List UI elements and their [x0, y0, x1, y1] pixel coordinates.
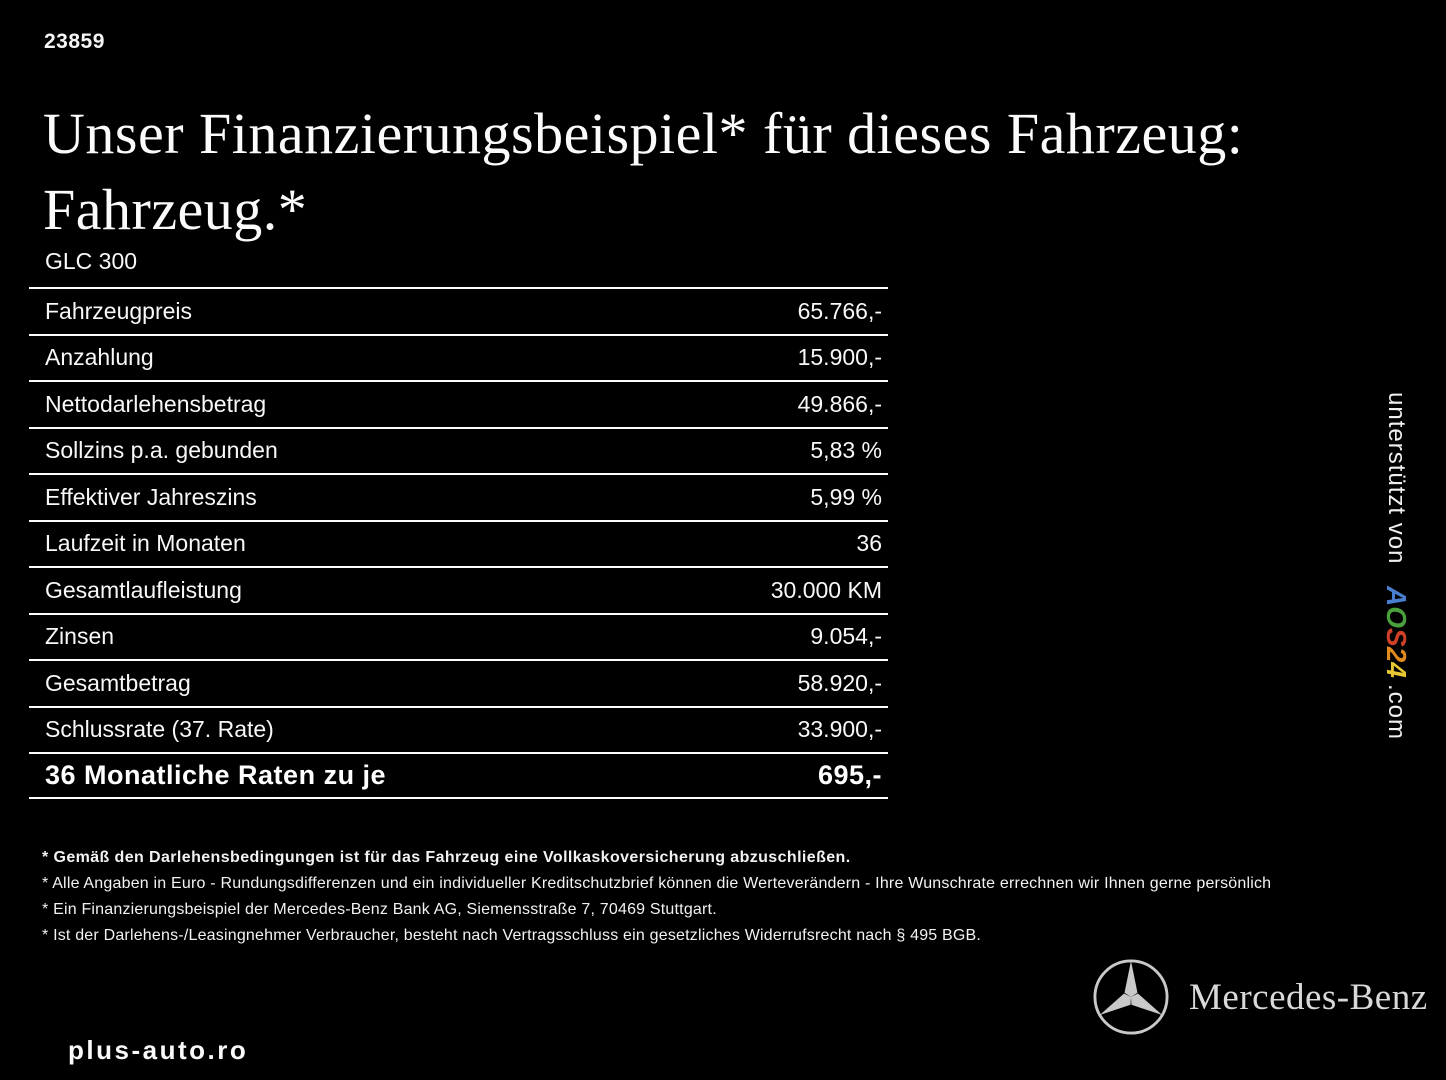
row-label: Laufzeit in Monaten — [45, 530, 246, 557]
dealer-website: plus-auto.ro — [68, 1035, 249, 1065]
table-row — [29, 520, 888, 567]
sponsor-letter-s: S — [1381, 628, 1412, 648]
row-label: Fahrzeugpreis — [45, 297, 193, 324]
table-row — [29, 706, 888, 753]
footnote-insurance: * Gemäß den Darlehensbedingungen ist für das Fahrzeug eine Vollkaskoversicherung abzuschließen. — [42, 849, 851, 866]
sponsor-brand-logo — [1381, 586, 1412, 678]
table-row — [29, 473, 888, 520]
row-value: 9.054,- — [810, 623, 882, 650]
footnote-bank: * Ein Finanzierungsbeispiel der Mercedes-Benz Bank AG, Siemensstraße 7, 70469 Stuttgart. — [42, 901, 717, 918]
row-label: Gesamtlaufleistung — [45, 576, 242, 603]
row-label: Anzahlung — [45, 344, 154, 371]
page-title — [43, 96, 1243, 248]
row-value: 36 — [856, 530, 882, 557]
page-title-line2: Fahrzeug.* — [43, 177, 308, 242]
sponsor-letter-4: 4 — [1381, 662, 1412, 679]
row-value: 65.766,- — [797, 297, 882, 324]
table-row — [29, 566, 888, 613]
row-label: Gesamtbetrag — [45, 669, 191, 696]
table-row-monthly-rate-total — [29, 752, 888, 799]
footnotes — [42, 845, 1402, 949]
financing-table — [29, 287, 888, 799]
row-value: 33.900,- — [797, 716, 882, 743]
table-row — [29, 380, 888, 427]
row-label: Schlussrate (37. Rate) — [45, 716, 274, 743]
footnote-widerrufsrecht: * Ist der Darlehens-/Leasingnehmer Verbraucher, besteht nach Vertragsschluss ein gesetzliches Widerrufsrecht nach § 495 BGB. — [42, 927, 982, 944]
mercedes-star-icon — [1090, 956, 1172, 1038]
row-value: 695,- — [817, 759, 882, 790]
mercedes-benz-branding — [1090, 956, 1428, 1038]
sponsor-letter-2: 2 — [1381, 647, 1412, 663]
row-value: 5,99 % — [810, 483, 882, 510]
row-value: 49.866,- — [797, 390, 882, 417]
vehicle-model-label: GLC 300 — [45, 248, 138, 274]
sponsor-prefix: unterstützt von — [1383, 392, 1410, 565]
row-value: 15.900,- — [797, 344, 882, 371]
row-label: Effektiver Jahreszins — [45, 483, 257, 510]
sponsor-letter-a: A — [1381, 586, 1412, 607]
row-label: Nettodarlehensbetrag — [45, 390, 267, 417]
row-value: 58.920,- — [797, 669, 882, 696]
mercedes-benz-wordmark: Mercedes-Benz — [1189, 976, 1428, 1018]
row-label: Sollzins p.a. gebunden — [45, 437, 278, 464]
footnote-euro-rounding: * Alle Angaben in Euro - Rundungsdifferenzen und ein individueller Kreditschutzbrief können die Werteverändern - Ihre Wunschrate errechnen wir Ihnen gerne persönlich — [42, 875, 1272, 892]
page-title-line1: Unser Finanzierungsbeispiel* für dieses Fahrzeug: — [43, 101, 1244, 166]
row-label: Zinsen — [45, 623, 115, 650]
offer-id-number: 23859 — [44, 30, 105, 53]
row-label: 36 Monatliche Raten zu je — [45, 759, 387, 790]
table-row — [29, 613, 888, 660]
row-value: 30.000 KM — [770, 576, 882, 603]
sponsor-domain-suffix: .com — [1383, 684, 1410, 741]
table-row — [29, 427, 888, 474]
table-row — [29, 334, 888, 381]
row-value: 5,83 % — [810, 437, 882, 464]
table-row — [29, 287, 888, 334]
sponsor-letter-o: O — [1381, 606, 1412, 629]
table-row — [29, 659, 888, 706]
sponsor-vertical-text — [1380, 392, 1412, 740]
